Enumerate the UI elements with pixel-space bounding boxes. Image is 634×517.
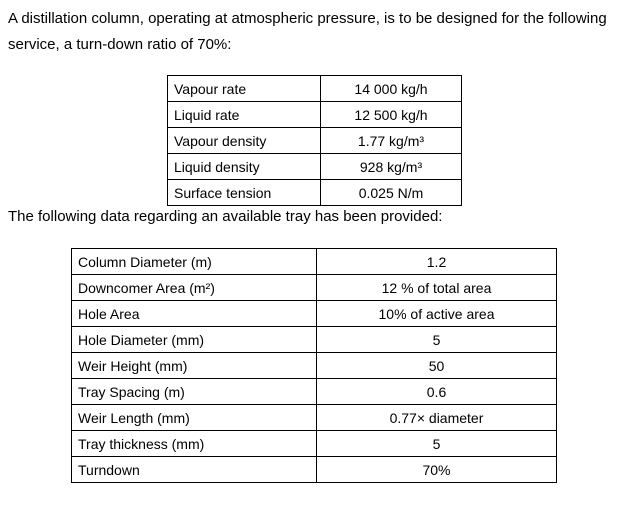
table-row (72, 327, 557, 353)
table-row (72, 379, 557, 405)
table-row (168, 180, 462, 206)
service-label-surface-tension: Surface tension (168, 180, 321, 206)
tray-data-intro: The following data regarding an available tray has been provided: (8, 208, 443, 225)
tray-value-hole-diameter: 5 (317, 327, 557, 353)
service-value-liquid-rate: 12 500 kg/h (321, 102, 462, 128)
tray-label-tray-spacing: Tray Spacing (m) (72, 379, 317, 405)
table-row (168, 128, 462, 154)
problem-statement-line-1: A distillation column, operating at atmospheric pressure, is to be designed for the following (8, 10, 607, 27)
tray-value-hole-area: 10% of active area (317, 301, 557, 327)
service-conditions-table (167, 75, 462, 206)
tray-label-tray-thickness: Tray thickness (mm) (72, 431, 317, 457)
tray-label-weir-length: Weir Length (mm) (72, 405, 317, 431)
service-value-liquid-density: 928 kg/m³ (321, 154, 462, 180)
tray-value-column-diameter: 1.2 (317, 249, 557, 275)
tray-label-hole-area: Hole Area (72, 301, 317, 327)
table-row (72, 353, 557, 379)
table-row (168, 76, 462, 102)
table-row (72, 275, 557, 301)
tray-value-tray-spacing: 0.6 (317, 379, 557, 405)
tray-value-turndown: 70% (317, 457, 557, 483)
tray-label-column-diameter: Column Diameter (m) (72, 249, 317, 275)
tray-value-downcomer-area: 12 % of total area (317, 275, 557, 301)
service-label-vapour-density: Vapour density (168, 128, 321, 154)
service-label-liquid-density: Liquid density (168, 154, 321, 180)
service-value-vapour-rate: 14 000 kg/h (321, 76, 462, 102)
tray-value-weir-height: 50 (317, 353, 557, 379)
table-row (72, 457, 557, 483)
service-label-vapour-rate: Vapour rate (168, 76, 321, 102)
service-label-liquid-rate: Liquid rate (168, 102, 321, 128)
table-row (72, 431, 557, 457)
table-row (72, 249, 557, 275)
tray-value-weir-length: 0.77× diameter (317, 405, 557, 431)
problem-statement-line-2: service, a turn-down ratio of 70%: (8, 36, 232, 53)
table-row (72, 301, 557, 327)
table-row (168, 102, 462, 128)
tray-label-weir-height: Weir Height (mm) (72, 353, 317, 379)
tray-data-table (71, 248, 557, 483)
table-row (168, 154, 462, 180)
tray-value-tray-thickness: 5 (317, 431, 557, 457)
tray-label-downcomer-area: Downcomer Area (m²) (72, 275, 317, 301)
problem-statement (8, 6, 623, 58)
service-value-vapour-density: 1.77 kg/m³ (321, 128, 462, 154)
service-value-surface-tension: 0.025 N/m (321, 180, 462, 206)
table-row (72, 405, 557, 431)
tray-label-hole-diameter: Hole Diameter (mm) (72, 327, 317, 353)
tray-label-turndown: Turndown (72, 457, 317, 483)
